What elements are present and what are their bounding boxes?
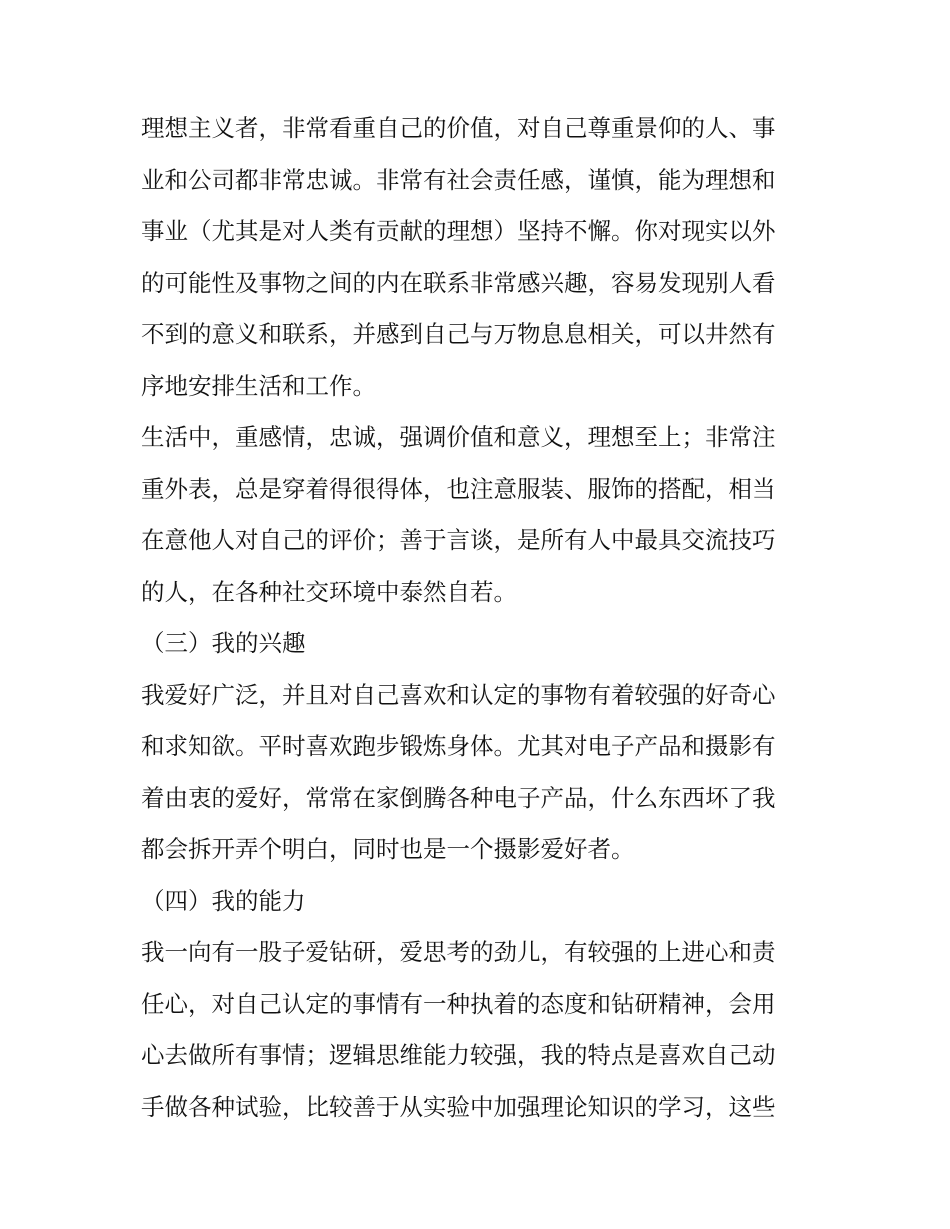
- text-line: 任心，对自己认定的事情有一种执着的态度和钻研精神，会用: [141, 989, 776, 1018]
- section-heading-abilities: [141, 876, 813, 928]
- text-line: 心去做所有事情；逻辑思维能力较强，我的特点是喜欢自己动: [141, 1041, 776, 1069]
- text-line: 理想主义者，非常看重自己的价值，对自己尊重景仰的人、事: [141, 114, 776, 142]
- text-line: 的可能性及事物之间的内在联系非常感兴趣，容易发现别人看: [141, 268, 776, 297]
- section-heading: （三）我的兴趣: [141, 629, 306, 657]
- paragraph-personality: [141, 103, 813, 412]
- text-line: 我一向有一股子爱钻研，爱思考的劲儿，有较强的上进心和责: [141, 938, 776, 966]
- text-line: 生活中，重感情，忠诚，强调价值和意义，理想至上；非常注: [141, 423, 776, 451]
- text-line: 重外表，总是穿着得很得体，也注意服装、服饰的搭配，相当: [141, 474, 776, 503]
- text-line: 着由衷的爱好，常常在家倒腾各种电子产品，什么东西坏了我: [141, 783, 776, 812]
- section-heading: （四）我的能力: [141, 886, 306, 915]
- text-line: 和求知欲。平时喜欢跑步锻炼身体。尤其对电子产品和摄影有: [141, 732, 776, 760]
- text-line: 序地安排生活和工作。: [141, 371, 376, 400]
- paragraph-life: [141, 412, 813, 618]
- text-line: 事业（尤其是对人类有贡献的理想）坚持不懈。你对现实以外: [141, 217, 776, 245]
- text-line: 手做各种试验，比较善于从实验中加强理论知识的学习，这些: [141, 1092, 776, 1121]
- document-page: [141, 103, 813, 1133]
- section-heading-interests: [141, 618, 813, 670]
- text-line: 都会拆开弄个明白，同时也是一个摄影爱好者。: [141, 835, 635, 863]
- paragraph-abilities: [141, 927, 813, 1133]
- text-line: 业和公司都非常忠诚。非常有社会责任感，谨慎，能为理想和: [141, 165, 776, 194]
- text-line: 在意他人对自己的评价；善于言谈，是所有人中最具交流技巧: [141, 526, 776, 554]
- text-line: 的人，在各种社交环境中泰然自若。: [141, 577, 517, 606]
- paragraph-interests: [141, 670, 813, 876]
- text-line: 不到的意义和联系，并感到自己与万物息息相关，可以井然有: [141, 320, 776, 348]
- text-line: 我爱好广泛，并且对自己喜欢和认定的事物有着较强的好奇心: [141, 680, 776, 709]
